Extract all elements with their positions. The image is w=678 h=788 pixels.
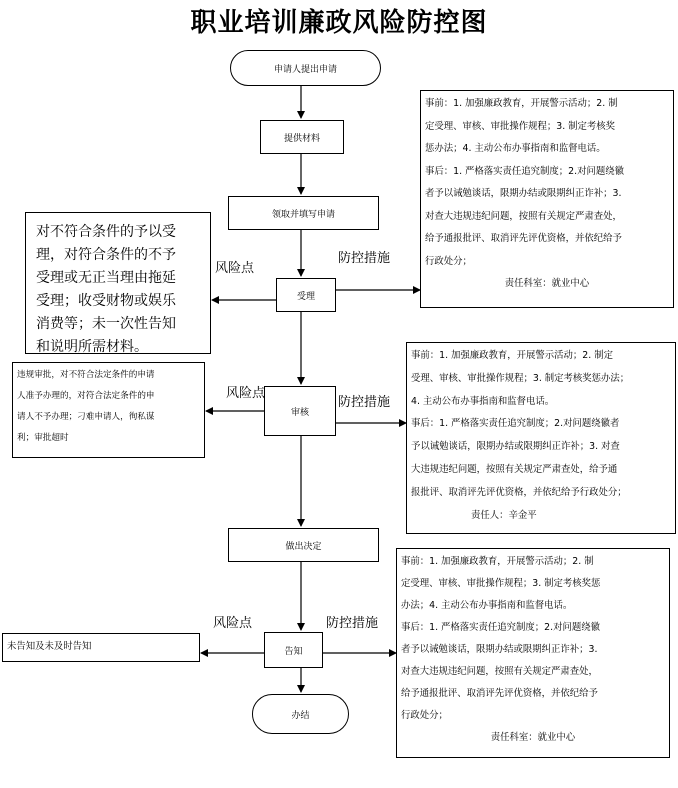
risk-review-line: 利；审批超时 [17,433,69,443]
measure-accept-responsible: 责任科室：就业中心 [504,278,590,289]
measure-notify-line: 给予通报批评、取消评先评优资格，并依纪给予 [401,688,598,699]
measure-accept-line: 者予以诫勉谈话，限期办结或限期纠正诈补；3. [425,188,622,199]
measure-accept-line: 事后：1. 严格落实责任追究制度；2.对问题绕徽 [425,165,624,177]
measure-review-line: 予以诫勉谈话，限期办结或限期纠正诈补；3. 对查 [411,441,620,453]
risk-accept-line: 对不符合条件的予以受 [36,224,176,240]
label-control-measure-notify: 防控措施 [326,616,379,631]
measure-accept-line: 对查大违规违纪问题，按照有关规定严肃查处， [425,210,622,222]
measure-accept-line: 定受理、审核、审批操作规程；3. 制定考核奖 [425,120,616,132]
label-risk-point-accept: 风险点 [215,261,255,276]
measure-box-accept [420,90,674,308]
risk-box-notify [2,633,200,662]
measure-box-review [406,342,676,534]
measure-accept-line: 给予通报批评、取消评先评优资格，并依纪给予 [425,233,622,244]
measure-box-notify [396,548,670,758]
measure-notify-line: 对查大违规违纪问题，按照有关规定严肃查处， [401,666,598,677]
measure-notify-line: 事后：1. 严格落实责任追究制度；2.对问题绕徽 [401,622,600,633]
measure-review-responsible: 责任人：辛金平 [471,509,537,521]
risk-review-line: 人准予办理的，对符合法定条件的申 [17,391,155,401]
node-decide: 做出决定 [228,528,379,562]
measure-accept-line: 事前：1. 加强廉政教育，开展警示活动；2. 制 [425,98,618,109]
risk-box-accept [25,212,211,354]
risk-box-review [12,362,205,458]
node-provide-materials: 提供材料 [260,120,344,154]
measure-notify-line: 定受理、审核、审批操作规程；3. 制定考核奖惩 [401,578,601,589]
node-fill-application: 领取并填写申请 [228,196,379,230]
measure-review-line: 4. 主动公布办事指南和监督电话。 [411,395,555,407]
measure-notify-line: 办法；4. 主动公布办事指南和监督电话。 [401,600,573,611]
risk-accept-line: 受理或无正当理由拖延 [36,270,176,286]
label-risk-point-notify: 风险点 [213,616,253,631]
measure-notify-responsible: 责任科室：就业中心 [490,732,576,743]
label-control-measure-accept: 防控措施 [338,251,391,266]
measure-review-line: 受理、审核、审批操作规程；3. 制定考核奖惩办法； [411,372,630,384]
label-risk-point-review: 风险点 [226,386,266,401]
measure-review-line: 大违规违纪问题，按照有关规定严肃查处，给予通 [411,463,618,475]
page-title: 职业培训廉政风险防控图 [190,8,488,38]
measure-accept-line: 惩办法；4. 主动公布办事指南和监督电话。 [425,143,606,154]
measure-review-line: 事后：1. 严格落实责任追究制度；2.对问题绕徽者 [411,418,620,430]
node-finish: 办结 [252,694,349,734]
risk-accept-line: 理，对符合条件的不予 [36,247,176,263]
measure-review-line: 报批评、取消评先评优资格，并依纪给予行政处分； [411,486,627,498]
label-control-measure-review: 防控措施 [338,395,391,410]
measure-review-line: 事前：1. 加强廉政教育，开展警示活动；2. 制定 [411,350,613,361]
risk-accept-line: 受理；收受财物或娱乐 [36,293,176,309]
node-notify: 告知 [264,632,323,668]
measure-notify-line: 者予以诫勉谈话，限期办结或限期纠正诈补；3. [401,644,598,655]
measure-notify-line: 事前：1. 加强廉政教育，开展警示活动；2. 制 [401,556,594,567]
risk-accept-line: 消费等；未一次性告知 [36,316,176,332]
node-accept: 受理 [276,278,336,312]
risk-review-line: 违规审批，对不符合法定条件的申请 [17,370,155,380]
measure-notify-line: 行政处分； [401,710,448,721]
node-review: 审核 [264,386,336,436]
measure-accept-line: 行政处分； [425,255,472,267]
risk-notify-line: 未告知及未及时告知 [7,641,92,652]
risk-accept-line: 和说明所需材料。 [36,339,148,354]
risk-review-line: 请人不予办理；刁难申请人，徇私谋 [17,412,155,422]
node-start: 申请人提出申请 [230,50,381,86]
